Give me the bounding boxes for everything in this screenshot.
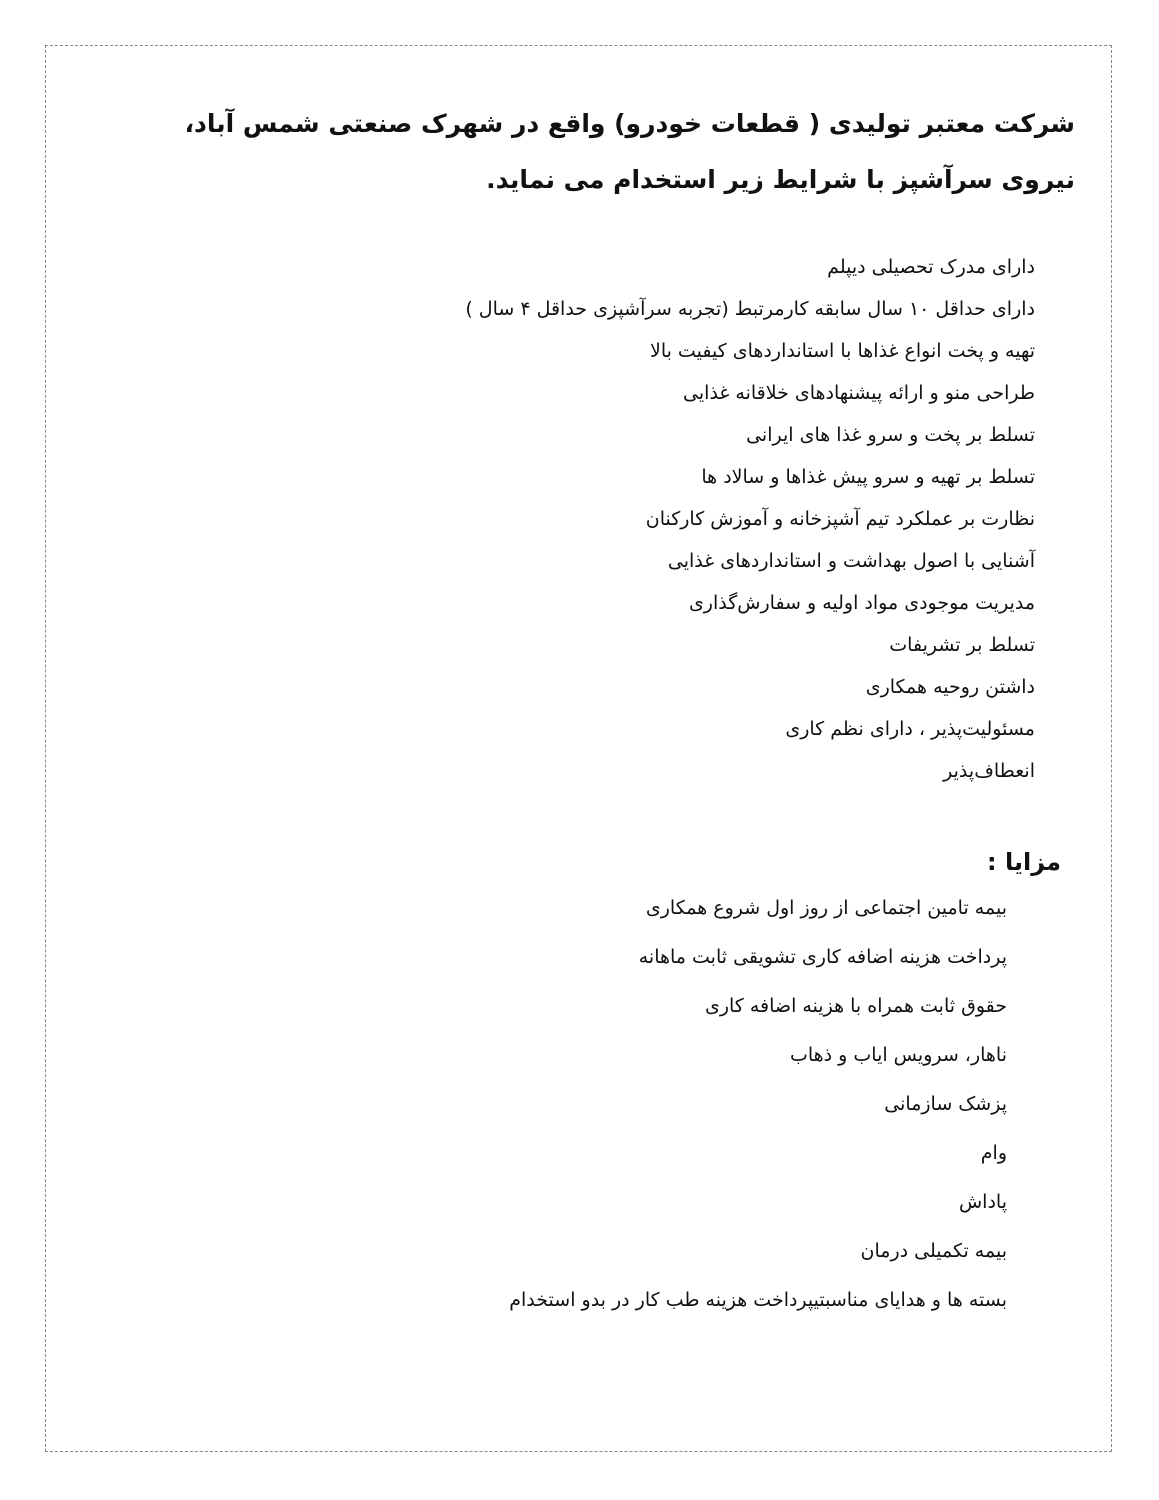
benefits-heading: مزایا :: [987, 848, 1061, 876]
list-item: داشتن روحیه همکاری: [865, 676, 1035, 698]
list-item: پرداخت هزینه اضافه کاری تشویقی ثابت ماهانه: [638, 946, 1007, 968]
list-item: بیمه تکمیلی درمان: [860, 1240, 1007, 1262]
list-item: وام: [980, 1142, 1007, 1164]
list-item: تسلط بر پخت و سرو غذا های ایرانی: [746, 424, 1035, 446]
list-item: نظارت بر عملکرد تیم آشپزخانه و آموزش کارکنان: [645, 508, 1035, 530]
list-item: تسلط بر تهیه و سرو پیش غذاها و سالاد ها: [701, 466, 1035, 488]
list-item: دارای حداقل ۱۰ سال سابقه کارمرتبط (تجربه سرآشپزی حداقل ۴ سال ): [465, 298, 1035, 320]
list-item: مدیریت موجودی مواد اولیه و سفارش‌گذاری: [688, 592, 1035, 614]
list-item: حقوق ثابت همراه با هزینه اضافه کاری: [704, 995, 1007, 1017]
list-item: تسلط بر تشریفات: [889, 634, 1035, 656]
list-item: پزشک سازمانی: [884, 1093, 1007, 1115]
page-title: شرکت معتبر تولیدی ( قطعات خودرو) واقع در شهرک صنعتی شمس آباد، نیروی سرآشپز با شرایط زیر استخدام می نماید.: [184, 109, 1075, 194]
list-item: دارای مدرک تحصیلی دیپلم: [827, 256, 1035, 278]
list-item: انعطاف‌پذیر: [943, 760, 1035, 782]
benefits-list: [509, 884, 1007, 1325]
list-item: بسته ها و هدایای مناسبتیپرداخت هزینه طب کار در بدو استخدام: [509, 1289, 1007, 1311]
list-item: بیمه تامین اجتماعی از روز اول شروع همکاری: [645, 897, 1007, 919]
list-item: پاداش: [958, 1191, 1007, 1213]
requirements-list: [465, 246, 1035, 792]
list-item: مسئولیت‌پذیر ، دارای نظم کاری: [785, 718, 1035, 740]
list-item: آشنایی با اصول بهداشت و استانداردهای غذایی: [667, 550, 1035, 572]
list-item: طراحی منو و ارائه پیشنهادهای خلاقانه غذایی: [683, 382, 1035, 404]
list-item: ناهار، سرویس ایاب و ذهاب: [789, 1044, 1007, 1066]
list-item: تهیه و پخت انواع غذاها با استانداردهای کیفیت بالا: [649, 340, 1035, 362]
